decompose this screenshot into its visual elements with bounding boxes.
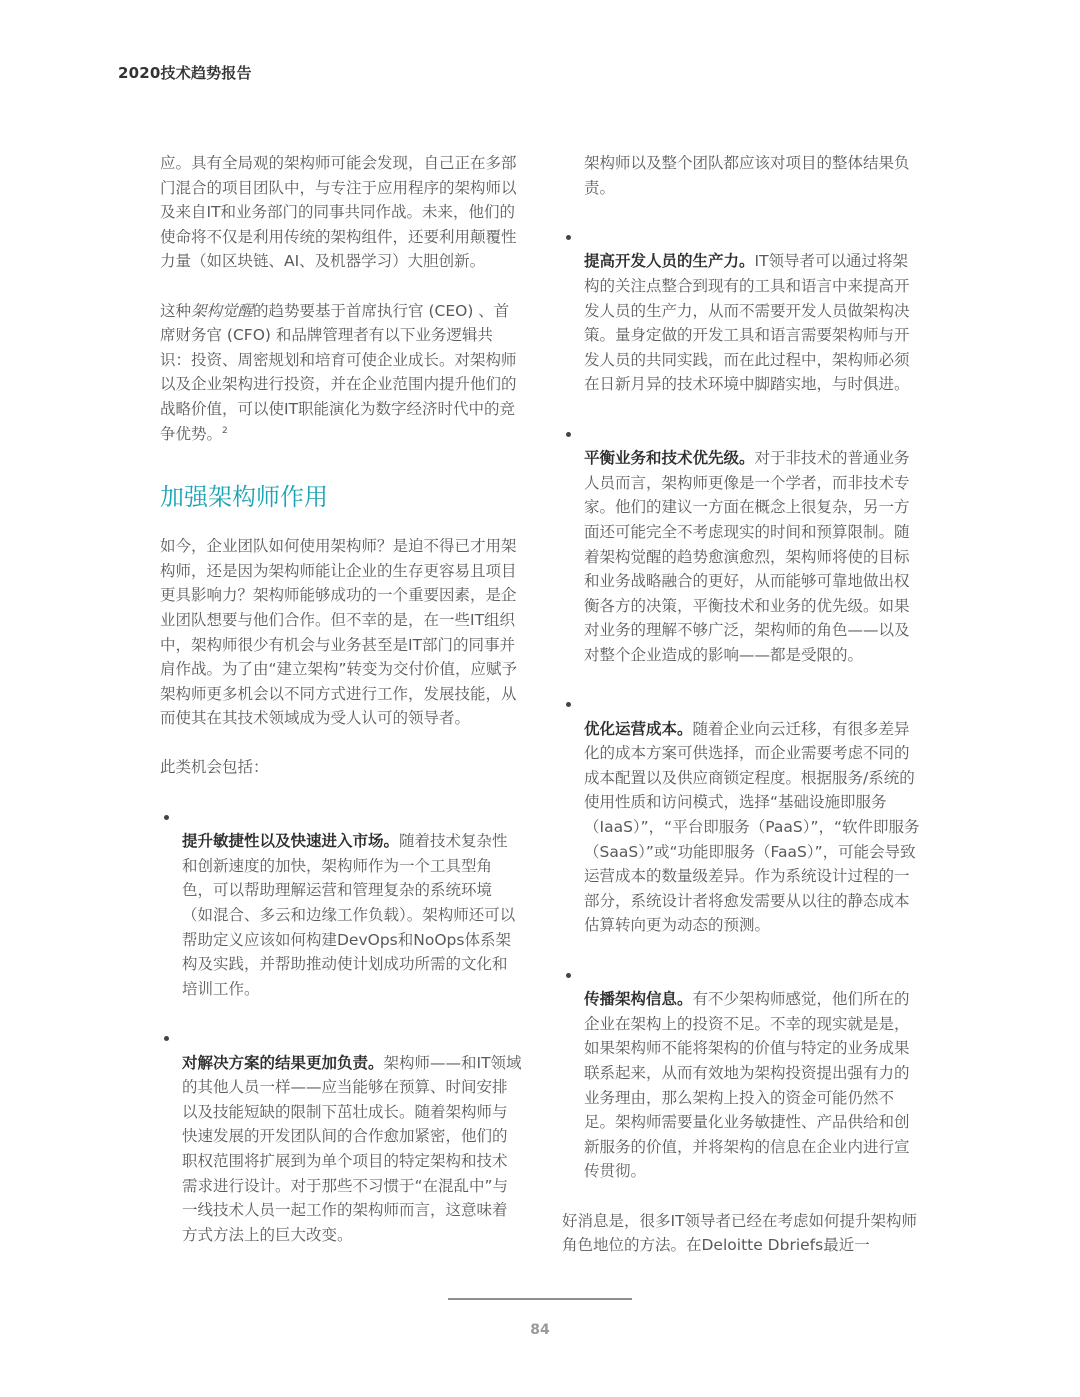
paragraph-continued: 架构师以及整个团队都应该对项目的整体结果负责。: [584, 154, 910, 197]
list-item: [562, 963, 922, 1184]
paragraph-architect-vision: 应。具有全局观的架构师可能会发现，自己正在多部门混合的项目团队中，与专注于应用程序的架构师以及来自IT和业务部门的同事共同作战。未来，他们的使命将不仅是利用传统的架构组件，还要利用颠覆性力量（如区块链、AI、及机器学习）大胆创新。: [160, 154, 517, 271]
emphasis-architecture-awakening: 架构觉醒: [191, 301, 254, 320]
paragraph-how-teams-use-architects: 如今，企业团队如何使用架构师？是迫不得已才用架构师，还是因为架构师能让企业的生存更容易且项目更具影响力？架构师能够成功的一个重要因素，是企业团队想要与他们合作。但不幸的是，在一些IT组织中，架构师很少有机会与业务甚至是IT部门的同事并肩作战。为了由“建立架构”转变为交付价值，应赋予架构师更多机会以不同方式进行工作，发展技能，从而使其在其技术领域成为受人认可的领导者。: [160, 537, 518, 728]
section-heading: 加强架构师作用: [160, 483, 328, 512]
opportunities-list-left: [160, 805, 522, 1248]
paragraph-good-news: 好消息是，很多IT领导者已经在考虑如何提升架构师角色地位的方法。在Deloitte Dbriefs最近一: [562, 1211, 918, 1255]
bullet-body: 随着技术复杂性和创新速度的加快，架构师作为一个工具型角色，可以帮助理解运营和管理复杂的系统环境（如混合、多云和边缘工作负载）。架构师还可以帮助定义应该如何构建DevOps和NoOps体系架构及实践，并帮助推动使计划成功所需的文化和培训工作。: [182, 832, 516, 998]
bullet-icon: [566, 973, 571, 978]
bullet-lead: 对解决方案的结果更加负责。: [182, 1053, 384, 1072]
running-header: 2020技术趋势报告: [118, 64, 252, 82]
opportunities-list-right: [562, 225, 922, 1184]
bullet-lead: 提升敏捷性以及快速进入市场。: [182, 832, 400, 851]
footnote-marker[interactable]: 2: [222, 425, 228, 436]
bullet-body: IT领导者可以通过将架构的关注点整合到现有的工具和语言中来提高开发人员的生产力，从而不需要开发人员做架构决策。量身定做的开发工具和语言需要架构师与开发人员的共同实践，而在此过程中，架构师必须在日新月异的技术环境中脚踏实地，与时俱进。: [584, 252, 910, 394]
list-item: [562, 225, 922, 397]
bullet-icon: [164, 1036, 169, 1041]
para-text-prefix: 这种: [160, 301, 192, 320]
bullet-icon: [566, 432, 571, 437]
bullet-body: 有不少架构师感觉，他们所在的企业在架构上的投资不足。不幸的现实就是是，如果架构师不能将架构的价值与特定的业务成果联系起来，从而有效地为架构投资提出强有力的业务理由，那么架构上投入的资金可能仍然不足。架构师需要量化业务敏捷性、产品供给和创新服务的价值，并将架构的信息在企业内进行宣传贯彻。: [584, 990, 910, 1181]
bullet-lead: 平衡业务和技术优先级。: [584, 449, 755, 468]
bullet-lead: 传播架构信息。: [584, 990, 693, 1009]
left-column: [160, 151, 522, 1272]
paragraph-opportunities-intro: 此类机会包括：: [160, 758, 269, 777]
page-number: 84: [530, 1322, 550, 1338]
list-item: [562, 692, 922, 938]
para-text-rest: 的趋势要基于首席执行官 (CEO) 、首席财务官 (CFO) 和品牌管理者有以下业务逻辑共识：投资、周密规划和培育可使企业成长。对架构师以及企业架构进行投资，并在企业范围内提升他们的战略价值，可以使IT职能演化为数字经济时代中的竞争优势。: [160, 301, 517, 443]
list-item: [562, 422, 922, 668]
bullet-lead: 提高开发人员的生产力。: [584, 252, 755, 271]
bullet-body: 架构师——和IT领域的其他人员一样——应当能够在预算、时间安排以及技能短缺的限制下茁壮成长。随着架构师与快速发展的开发团队间的合作愈加紧密，他们的职权范围将扩展到为单个项目的特定架构和技术需求进行设计。对于那些不习惯于“在混乱中”与一线技术人员一起工作的架构师而言，这意味着方式方法上的巨大改变。: [182, 1053, 522, 1244]
bullet-icon: [164, 815, 169, 820]
bullet-icon: [566, 702, 571, 707]
bullet-icon: [566, 235, 571, 240]
bullet-body: 随着企业向云迁移，有很多差异化的成本方案可供选择，而企业需要考虑不同的成本配置以及供应商锁定程度。根据服务/系统的使用性质和访问模式，选择“基础设施即服务（IaaS）”，“平台即服务（PaaS）”，“软件即服务（SaaS）”或“功能即服务（FaaS）”，可能会导致运营成本的数量级差异。作为系统设计过程的一部分，系统设计者将愈发需要从以往的静态成本估算转向更为动态的预测。: [584, 719, 920, 935]
bullet-lead: 优化运营成本。: [584, 719, 693, 738]
right-column: [562, 151, 922, 1282]
footer-divider: [448, 1298, 632, 1300]
list-item: [160, 805, 522, 1002]
paragraph-architecture-awakening: [160, 299, 522, 447]
bullet-body: 对于非技术的普通业务人员而言，架构师更像是一个学者，而非技术专家。他们的建议一方面在概念上很复杂，另一方面还可能完全不考虑现实的时间和预算限制。随着架构觉醒的趋势愈演愈烈，架构师将使的目标和业务战略融合的更好，从而能够可靠地做出权衡各方的决策，平衡技术和业务的优先级。如果对业务的理解不够广泛，架构师的角色——以及对整个企业造成的影响——都是受限的。: [584, 449, 910, 664]
list-item: [160, 1026, 522, 1247]
